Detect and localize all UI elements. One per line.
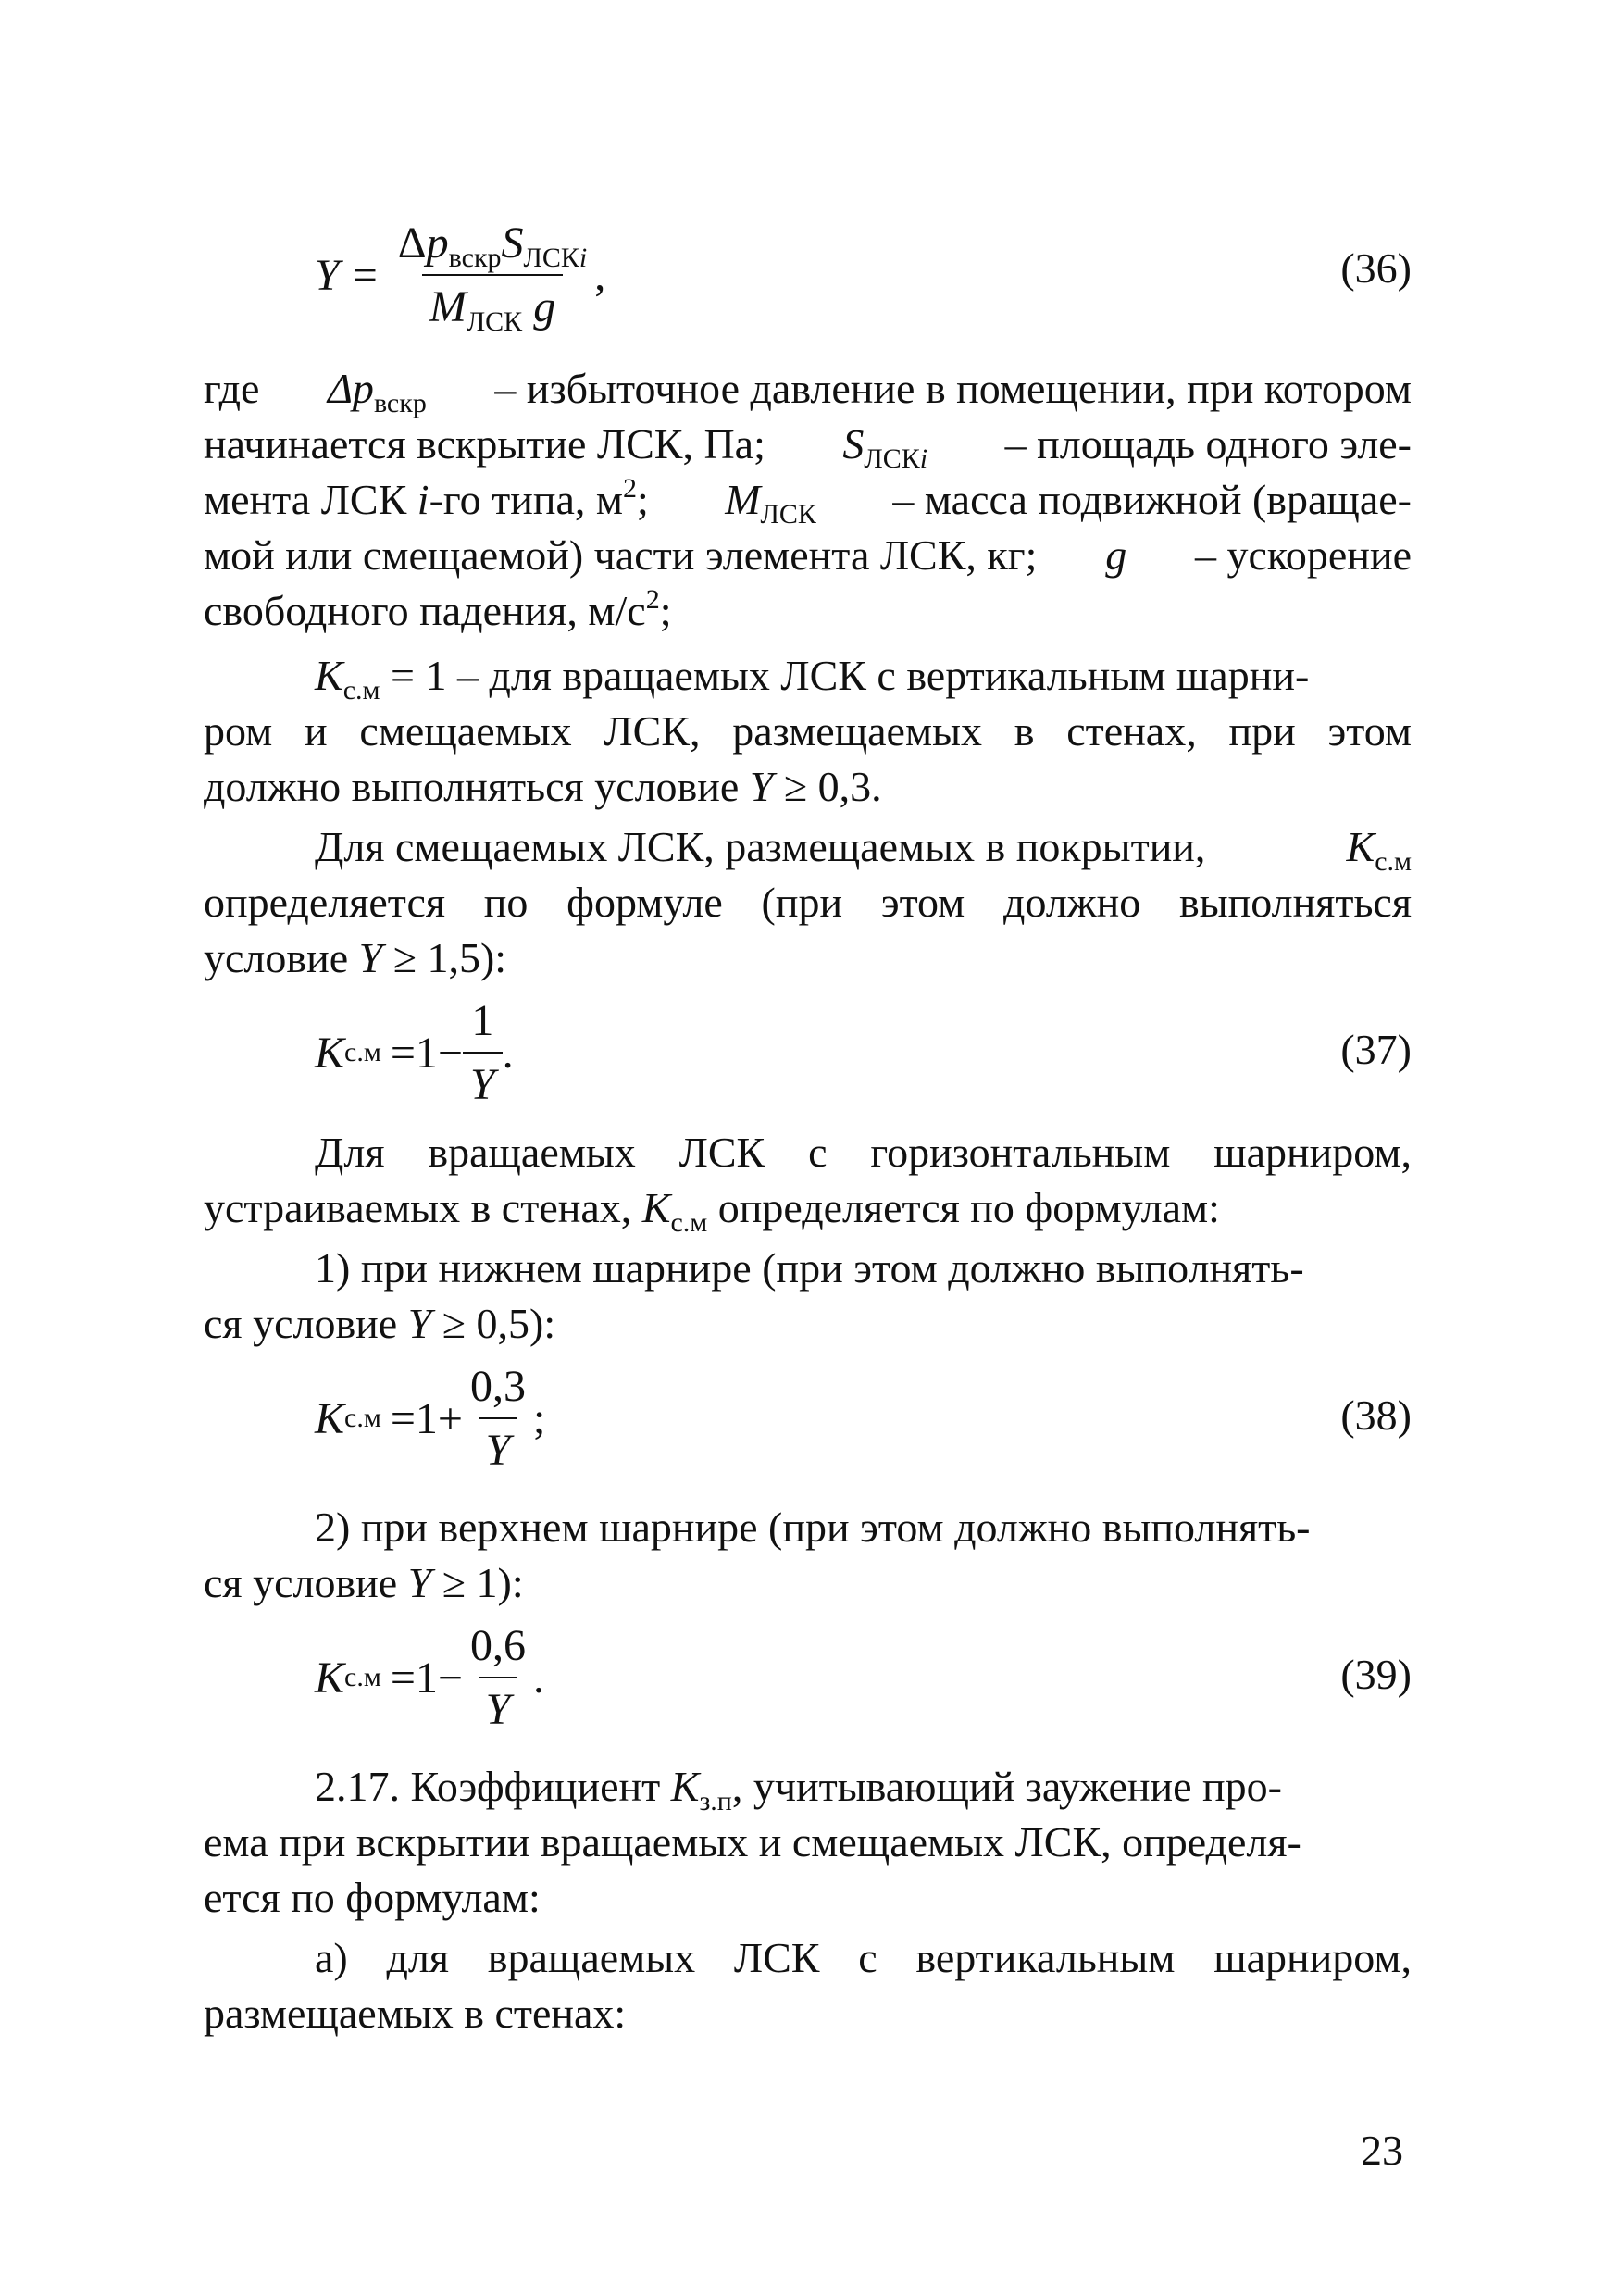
paragraph-ksm-vertical: $K_{с.м} = 1$ – для вращаемых ЛСК с вертикальным шарни- ром и смещаемых ЛСК, размещаемых в стенах, при этом должно выполняться условие Y ≥ 0,3. bbox=[204, 652, 1412, 810]
paragraph-ksm-roof: Для смещаемых ЛСК, размещаемых в покрытии, $K_{с.м}$ определяется по формуле (при этом должно выполняться условие Y ≥ 1,5): bbox=[204, 823, 1412, 981]
paragraph-2-17: 2.17. Коэффициент $K_{з.п}$, учитывающий заужение про- ема при вскрытии вращаемых и смещаемых ЛСК, определя- ется по формулам: bbox=[204, 1763, 1301, 1921]
eq36-fraction bbox=[391, 218, 594, 337]
eq36-lhs: Y bbox=[315, 250, 340, 300]
paragraph-horizontal-hinge: Для вращаемых ЛСК с горизонтальным шарниром, устраиваемых в стенах, $K_{с.м}$ определяется по формулам: bbox=[204, 1129, 1412, 1238]
eq36-numerator: $\Delta p_{вскр}S_{ЛСКi}$ bbox=[397, 218, 588, 273]
paragraph-lower-hinge: 1) при нижнем шарнире (при этом должно выполнять- ся условие Y ≥ 0,5): bbox=[204, 1244, 1304, 1347]
eq38-number: (38) bbox=[1340, 1391, 1412, 1439]
eq39-number: (39) bbox=[1340, 1651, 1412, 1698]
paragraph-upper-hinge: 2) при верхнем шарнире (при этом должно выполнять- ся условие Y ≥ 1): bbox=[204, 1504, 1311, 1606]
eq39-fraction: $\frac{0,6}{Y}$ bbox=[469, 1621, 526, 1734]
equation-38: K с.м =1+ $\frac{0,3}{Y}$ ; (38) bbox=[315, 1362, 1412, 1475]
eq38-fraction: $\frac{0,3}{Y}$ bbox=[469, 1362, 526, 1475]
equation-36 bbox=[315, 199, 1412, 337]
paragraph-item-a: а) для вращаемых ЛСК с вертикальным шарниром, размещаемых в стенах: bbox=[204, 1934, 1412, 2037]
equation-37: K с.м =1− $\frac{1}{Y}$ . (37) bbox=[315, 996, 1412, 1109]
eq36-number: (36) bbox=[1340, 244, 1412, 292]
equation-39: K с.м =1− $\frac{0,6}{Y}$ . (39) bbox=[315, 1621, 1412, 1734]
eq37-number: (37) bbox=[1340, 1026, 1412, 1073]
page-number: 23 bbox=[1361, 2127, 1403, 2174]
paragraph-definitions: где $\Delta p_{вскр}$ – избыточное давление в помещении, при котором начинается вскрытие ЛСК, Па; $S_{ЛСКi}$ – площадь одного эле- мента ЛСК i-го типа, $м^2$; $M_{ЛСК}$ – масса подвижной (вращае- мой или смещаемой) части элемента ЛСК, кг; g – ускорение свободного падения, $м/с^2$; bbox=[204, 365, 1412, 634]
eq37-fraction: $\frac{1}{Y}$ bbox=[463, 995, 503, 1110]
eq36-denominator: $M_{ЛСК}$ g bbox=[422, 274, 563, 332]
eq36-comma: , bbox=[594, 250, 606, 300]
eq36-equals: = bbox=[352, 250, 378, 300]
